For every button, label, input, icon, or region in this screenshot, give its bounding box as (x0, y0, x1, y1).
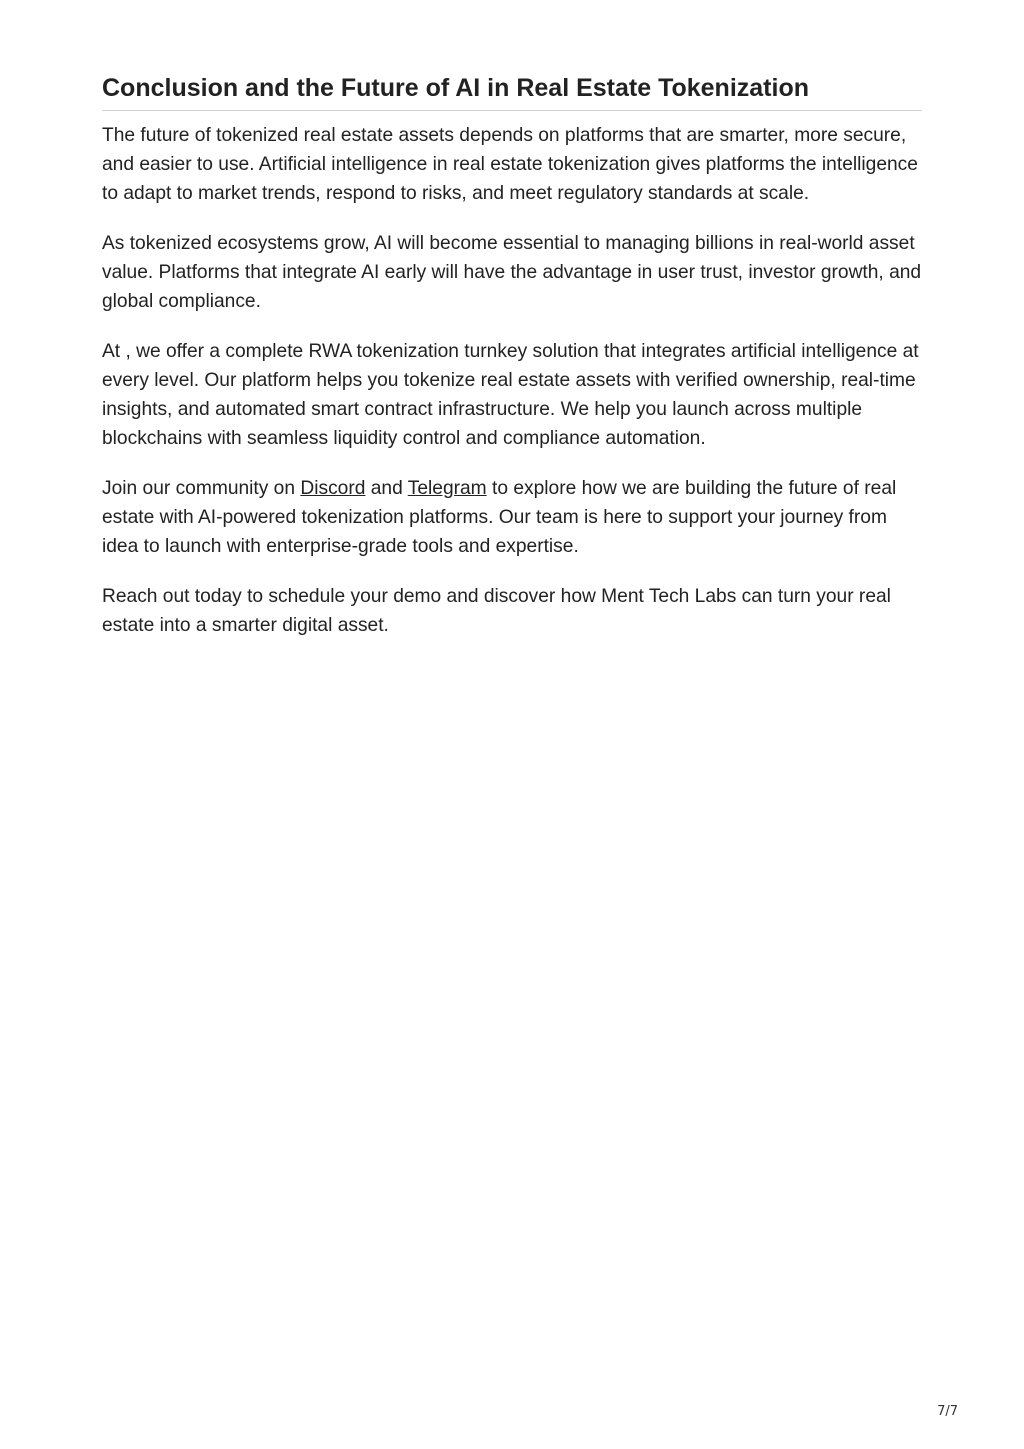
discord-link[interactable]: Discord (300, 478, 366, 499)
page-number: 7/7 (937, 1404, 958, 1419)
paragraph-reach-out: Reach out today to schedule your demo and discover how Ment Tech Labs can turn your real estate into a smarter digital asset. (102, 586, 891, 636)
telegram-link[interactable]: Telegram (407, 478, 487, 499)
article-content (102, 71, 922, 640)
paragraph-future: The future of tokenized real estate assets depends on platforms that are smarter, more secure, and easier to use. Artificial intelligence in real estate tokenization gives platforms the intelligence to adapt to market trends, respond to risks, and meet regulatory standards at scale. (102, 125, 918, 204)
community-text-after: to explore how we are building the future of real estate with AI-powered tokenization platforms. Our team is here to support your journey from idea to launch with enterprise-grade tools and expertise. (102, 478, 897, 557)
paragraph-ecosystems: As tokenized ecosystems grow, AI will become essential to managing billions in real-world asset value. Platforms that integrate AI early will have the advantage in user trust, investor growth, and global compliance. (102, 233, 922, 312)
paragraph-community (102, 474, 922, 561)
paragraph-solution: At , we offer a complete RWA tokenization turnkey solution that integrates artificial intelligence at every level. Our platform helps you tokenize real estate assets with verified ownership, real-time insights, and automated smart contract infrastructure. We help you launch across multiple blockchains with seamless liquidity control and compliance automation. (102, 341, 919, 449)
community-text-middle: and (365, 478, 408, 499)
section-heading: Conclusion and the Future of AI in Real Estate Tokenization (102, 71, 922, 111)
community-text-before: Join our community on (102, 478, 301, 499)
